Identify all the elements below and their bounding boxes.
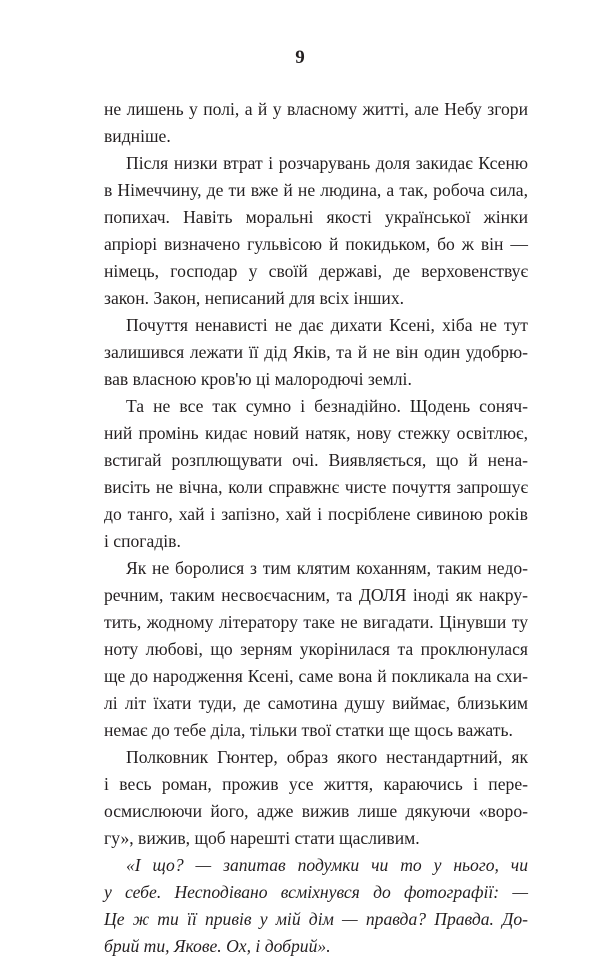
text-line: і спогадів. xyxy=(104,531,181,551)
text-line: у себе. Несподівано всміхнувся до фотографії: — xyxy=(104,882,528,902)
text-line: в Німеччину, де ти вже й не людина, а так, робоча сила, xyxy=(104,180,528,200)
text-line: встигай розплющувати очі. Виявляється, що й нена- xyxy=(104,450,528,470)
paragraph xyxy=(104,393,528,555)
text-line: Як не боролися з тим клятим коханням, таким недо- xyxy=(126,558,528,578)
text-line: Полковник Гюнтер, образ якого нестандартний, як xyxy=(126,747,528,767)
text-line: Та не все так сумно і безнадійно. Щодень соняч- xyxy=(126,396,528,416)
text-line: гу», вижив, щоб нарешті стати щасливим. xyxy=(104,828,420,848)
text-line: не лишень у полі, а й у власному житті, але Небу згори xyxy=(104,99,528,119)
text-line: речним, таким несвоєчасним, та ДОЛЯ іноді як накру- xyxy=(104,585,528,605)
page-number: 9 xyxy=(295,47,305,68)
text-line: брий ти, Якове. Ох, і добрий». xyxy=(104,936,331,956)
paragraph xyxy=(104,852,528,960)
text-line: осмислюючи його, адже вижив лише дякуючи «воро- xyxy=(104,801,528,821)
paragraph xyxy=(104,312,528,393)
text-line: ноту любові, що зерням укорінилася та проклюнулася xyxy=(104,639,528,659)
paragraph xyxy=(104,96,528,150)
body-text xyxy=(104,96,528,960)
text-line: і весь роман, прожив усе життя, караючись і пере- xyxy=(104,774,528,794)
text-line: німець, господар у своїй державі, де верховенствує xyxy=(104,261,528,281)
text-line: Почуття ненависті не дає дихати Ксені, хіба не тут xyxy=(126,315,528,335)
text-line: висіть не вічна, коли справжнє чисте почуття запрошує xyxy=(104,477,528,497)
text-line: Після низки втрат і розчарувань доля закидає Ксеню xyxy=(126,153,528,173)
text-line: лі літ їхати туди, де самотина душу виймає, близьким xyxy=(104,693,528,713)
text-line: закон. Закон, неписаний для всіх інших. xyxy=(104,288,405,308)
paragraph xyxy=(104,150,528,312)
paragraph xyxy=(104,555,528,744)
text-line: апріорі визначено гульвісою й покидьком, бо ж він — xyxy=(104,234,528,254)
text-line: ще до народження Ксені, саме вона й покликала на схи- xyxy=(104,666,528,686)
text-line: видніше. xyxy=(104,126,171,146)
paragraph xyxy=(104,744,528,852)
text-line: ний промінь кидає новий натяк, нову стежку освітлює, xyxy=(104,423,528,443)
text-line: Це ж ти її привів у мій дім — правда? Правда. До- xyxy=(104,909,528,929)
text-line: «І що? — запитав подумки чи то у нього, чи xyxy=(126,855,528,875)
text-line: немає до тебе діла, тільки твої статки ще щось важать. xyxy=(104,720,513,740)
text-line: тить, жодному літератору таке не вигадати. Цінувши ту xyxy=(104,612,528,632)
text-line: залишився лежати її дід Яків, та й не він один удобрю- xyxy=(104,342,528,362)
text-line: вав власною кров'ю ці малородючі землі. xyxy=(104,369,412,389)
text-line: до танго, хай і запізно, хай і посріблене сивиною років xyxy=(104,504,528,524)
text-line: попихач. Навіть моральні якості української жінки xyxy=(104,207,528,227)
